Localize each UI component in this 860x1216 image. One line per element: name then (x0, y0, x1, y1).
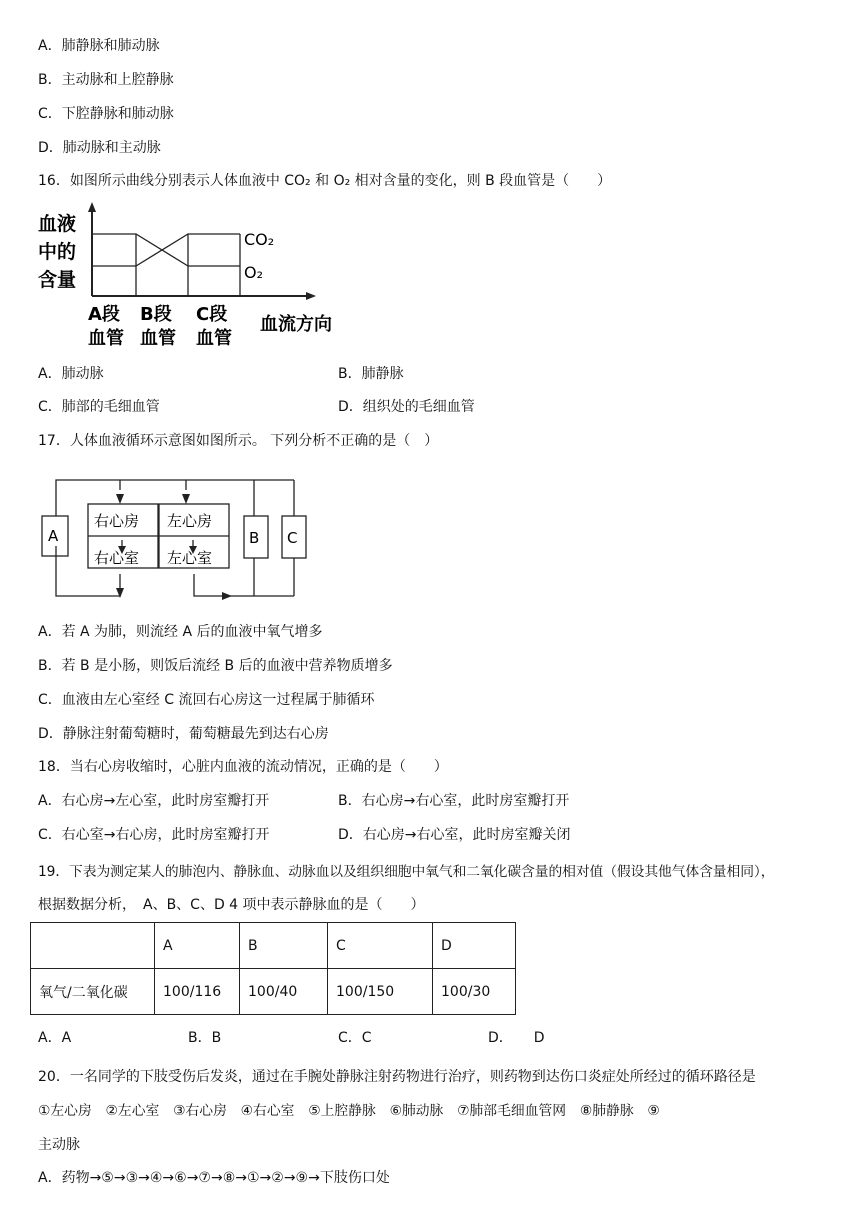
table-header-b: B (240, 923, 328, 969)
table-cell-d: 100/30 (433, 969, 516, 1015)
table-row (31, 969, 516, 1015)
q16-option-a: A．肺动脉 (38, 366, 104, 382)
q16-figure (36, 200, 366, 350)
q16-seg-b-2: 血管 (140, 328, 176, 349)
q16-x-label: 血流方向 (260, 314, 332, 335)
q17-label-b: B (249, 529, 260, 547)
q16-seg-c-2: 血管 (196, 328, 232, 349)
table-row-label: 氧气/二氧化碳 (31, 969, 155, 1015)
q17-option-c: C．血液由左心室经 C 流回右心房这一过程属于肺循环 (38, 692, 375, 708)
q17-stem: 17．人体血液循环示意图如图所示。 下列分析不正确的是（ ） (38, 433, 439, 449)
q16-curve-o2: O₂ (244, 263, 264, 282)
q16-y-label-3: 含量 (38, 269, 77, 291)
q17-box-left-ventricle: 左心室 (167, 549, 213, 567)
table-header-d: D (433, 923, 516, 969)
q16-option-d: D．组织处的毛细血管 (338, 399, 475, 415)
q18-stem: 18．当右心房收缩时，心脏内血液的流动情况，正确的是（ ） (38, 759, 448, 775)
table-cell-c: 100/150 (328, 969, 433, 1015)
q18-option-b: B．右心房→右心室，此时房室瓣打开 (338, 793, 570, 809)
table-cell-a: 100/116 (155, 969, 240, 1015)
q18-option-c: C．右心室→右心房，此时房室瓣打开 (38, 827, 270, 843)
q17-box-right-ventricle: 右心室 (94, 549, 140, 567)
q20-items-line: ①左心房 ②左心室 ③右心房 ④右心室 ⑤上腔静脉 ⑥肺动脉 ⑦肺部毛细血管网 ⑧肺静脉 ⑨ (38, 1103, 660, 1119)
q19-option-c: C．C (338, 1030, 372, 1046)
q18-option-a: A．右心房→左心室，此时房室瓣打开 (38, 793, 270, 809)
table-header-empty (31, 923, 155, 969)
q17-option-b: B．若 B 是小肠，则饭后流经 B 后的血液中营养物质增多 (38, 658, 393, 674)
q16-y-label-1: 血液 (38, 213, 77, 235)
table-row (31, 923, 516, 969)
q19-option-d: D． D (488, 1030, 545, 1046)
q15-option-a: A．肺静脉和肺动脉 (38, 38, 160, 54)
q19-option-b: B．B (188, 1030, 222, 1046)
q19-option-a: A．A (38, 1030, 72, 1046)
q16-curve-co2: CO₂ (244, 230, 275, 249)
q20-option-a: A．药物→⑤→③→④→⑥→⑦→⑧→①→②→⑨→下肢伤口处 (38, 1170, 390, 1186)
q15-option-b: B．主动脉和上腔静脉 (38, 72, 174, 88)
table-header-c: C (328, 923, 433, 969)
q17-label-c: C (287, 529, 298, 547)
q17-figure (36, 462, 316, 607)
q18-option-d: D．右心房→右心室，此时房室瓣关闭 (338, 827, 571, 843)
q16-seg-a-2: 血管 (88, 328, 124, 349)
q16-option-b: B．肺静脉 (338, 366, 404, 382)
q16-seg-c-1: C段 (196, 304, 228, 325)
q17-option-d: D．静脉注射葡萄糖时，葡萄糖最先到达右心房 (38, 726, 329, 742)
q19-stem-line1: 19．下表为测定某人的肺泡内、静脉血、动脉血以及组织细胞中氧气和二氧化碳含量的相对值（假设其他气体含量相同）， (38, 864, 775, 880)
table-header-a: A (155, 923, 240, 969)
q17-box-right-atrium: 右心房 (94, 512, 140, 530)
q19-stem-line2: 根据数据分析， A、B、C、D 4 项中表示静脉血的是（ ） (38, 897, 425, 913)
q17-label-a: A (48, 527, 59, 545)
table-cell-b: 100/40 (240, 969, 328, 1015)
q19-table (30, 922, 516, 1015)
q20-stem: 20．一名同学的下肢受伤后发炎，通过在手腕处静脉注射药物进行治疗，则药物到达伤口炎症处所经过的循环路径是 (38, 1069, 756, 1085)
q15-option-d: D．肺动脉和主动脉 (38, 140, 161, 156)
q20-items-line2: 主动脉 (38, 1137, 80, 1153)
q17-box-left-atrium: 左心房 (167, 512, 213, 530)
q16-seg-a-1: A段 (88, 304, 120, 325)
q16-option-c: C．肺部的毛细血管 (38, 399, 160, 415)
q16-seg-b-1: B段 (140, 304, 172, 325)
q16-stem: 16．如图所示曲线分别表示人体血液中 CO₂ 和 O₂ 相对含量的变化，则 B 段血管是（ ） (38, 173, 612, 189)
q16-y-label-2: 中的 (38, 241, 77, 263)
q15-option-c: C．下腔静脉和肺动脉 (38, 106, 174, 122)
q17-option-a: A．若 A 为肺，则流经 A 后的血液中氧气增多 (38, 624, 323, 640)
